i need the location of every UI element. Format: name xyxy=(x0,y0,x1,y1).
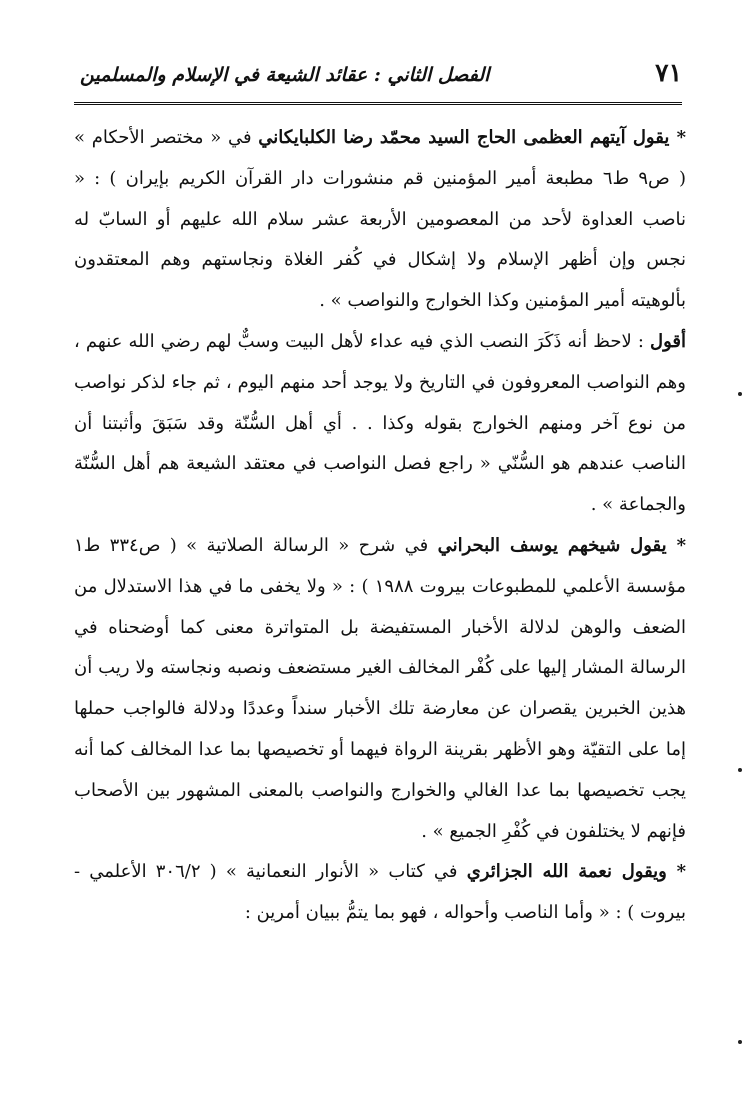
chapter-title: الفصل الثاني : عقائد الشيعة في الإسلام والمسلمين xyxy=(80,64,490,86)
speaker-name: يقول آيتهم العظمى الحاج السيد محمّد رضا الكلبايكاني xyxy=(258,127,670,148)
bullet-marker: * xyxy=(666,534,686,556)
paragraph-text: في كتاب « الأنوار النعمانية » ( ٣٠٦/٢ الأعلمي - بيروت ) : « وأما الناصب وأحواله ، فهو بما يتمُّ ببيان أمرين : xyxy=(74,861,686,924)
bullet-marker: * xyxy=(666,861,687,883)
bullet-marker: * xyxy=(669,127,686,148)
paragraph xyxy=(74,526,686,852)
paragraph-text: في شرح « الرسالة الصلاتية » ( ص٣٣٤ ط١ مؤسسة الأعلمي للمطبوعات بيروت ١٩٨٨ ) : « ولا يخفى ما في هذا الاستدلال من الضعف والوهن لدلالة الأخبار المستفيضة بل المتواترة معنى كما أوضحناه في الرسالة المشار إليها على كُفْر المخالف الغير مستضعف ونصبه ونجاسته ولا ريب أن هذين الخبرين يقصران عن معارضة تلك الأخبار سنداً وعددًا ودلالة فالواجب حملها إما على التقيّة وهو الأظهر بقرينة الرواة فيهما أو تخصيصها بما عدا المخالف كما أنه يجب تخصيصها بما عدا الغالي والخوارج والنواصب بالمعنى المشهور بين الأصحاب فإنهم لا يختلفون في كُفْرِ الجميع » . xyxy=(74,534,686,842)
scan-speck xyxy=(738,392,742,396)
speaker-name: أقول xyxy=(650,330,686,352)
page-number: ٧١ xyxy=(655,58,682,87)
page-body xyxy=(74,118,686,934)
speaker-name: يقول شيخهم يوسف البحراني xyxy=(437,534,667,556)
paragraph xyxy=(74,852,686,934)
paragraph-text: : لاحظ أنه ذَكَرَ النصب الذي فيه عداء لأهل البيت وسبٌّ لهم رضي الله عنهم ، وهم النواصب المعروفون في التاريخ ولا يوجد أحد منهم اليوم ، ثم جاء لذكر نواصب من نوع آخر ومنهم الخوارج بقوله وكذا . . أي أهل السُّنّة وقد سَبَقَ وأثبتنا أن الناصب عندهم هو السُّنّي « راجع فصل النواصب في معتقد الشيعة هم أهل السُّنّة والجماعة » . xyxy=(74,330,686,516)
paragraph xyxy=(74,322,686,526)
paragraph xyxy=(74,118,686,322)
speaker-name: ويقول نعمة الله الجزائري xyxy=(466,861,667,883)
scan-speck xyxy=(738,1040,742,1044)
scan-speck xyxy=(738,768,742,772)
page-header xyxy=(74,54,682,105)
paragraph-text: في « مختصر الأحكام » ( ص٩ ط٦ مطبعة أمير المؤمنين قم منشورات دار القرآن الكريم بإيران ) : « ناصب العداوة لأحد من المعصومين الأربعة عشر سلام الله عليهم أو السابّ له نجس وإن أظهر الإسلام ولا إشكال في كُفر الغلاة ونجاستهم وهم المعتقدون بألوهيته أمير المؤمنين وكذا الخوارج والنواصب » . xyxy=(74,127,686,312)
